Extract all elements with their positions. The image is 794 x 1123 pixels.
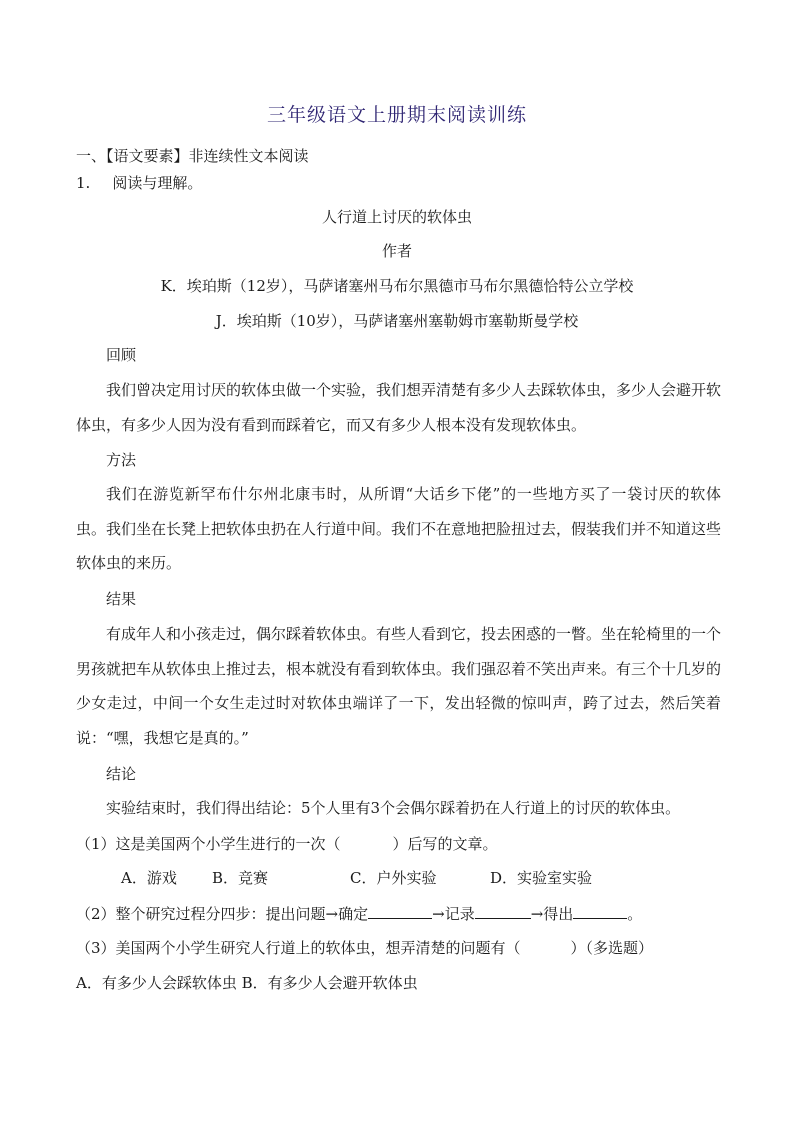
q2-part-1: （2）整个研究过程分四步：提出问题→确定 [76, 905, 369, 923]
heading-method: 方法 [106, 451, 137, 469]
question-1-3 [76, 938, 653, 958]
q2-part-3: →得出 [530, 905, 574, 923]
q3-stem-after: ）（多选题） [570, 939, 654, 957]
q2-blank-2[interactable] [475, 904, 531, 919]
document-title: 三年级语文上册期末阅读训练 [266, 104, 527, 126]
heading-review: 回顾 [106, 346, 137, 364]
q1-stem-before: （1）这是美国两个小学生进行的一次（ [76, 835, 341, 853]
article-author-2: J．埃珀斯（10岁），马萨诸塞州塞勒姆市塞勒斯曼学校 [215, 312, 579, 330]
section-heading: 一、【语文要素】非连续性文本阅读 [76, 147, 309, 165]
q1-option-c: C．户外实验 [350, 869, 437, 887]
heading-result: 结果 [106, 590, 137, 608]
article-title: 人行道上讨厌的软体虫 [321, 208, 472, 226]
question-1-2 [76, 904, 642, 924]
q2-part-4: 。 [627, 905, 643, 923]
question-intro-text: 阅读与理解。 [112, 174, 203, 192]
q1-option-b: B．竞赛 [212, 869, 269, 887]
question-1-1 [76, 834, 498, 854]
q3-stem-before: （3）美国两个小学生研究人行道上的软体虫，想弄清楚的问题有（ [76, 939, 521, 957]
question-number: 1. [76, 174, 91, 192]
heading-conclusion: 结论 [106, 765, 137, 783]
q2-part-2: →记录 [432, 905, 475, 923]
q2-blank-3[interactable] [573, 904, 627, 919]
article-author-label: 作者 [381, 242, 412, 260]
q1-option-d: D．实验室实验 [490, 869, 593, 887]
q1-option-a: A．游戏 [121, 869, 177, 887]
paragraph-conclusion: 实验结束时，我们得出结论：5个人里有3个会偶尔踩着扔在人行道上的讨厌的软体虫。 [106, 799, 681, 817]
paragraph-method: 我们在游览新罕布什尔州北康韦时，从所谓“大话乡下佬”的一些地方买了一袋讨厌的软体虫。我们坐在长凳上把软体虫扔在人行道中间。我们不在意地把脸扭过去，假装我们并不知道这些软体虫的来历。 [76, 485, 722, 572]
q2-blank-1[interactable] [368, 904, 432, 919]
q1-stem-after: ）后写的文章。 [392, 835, 498, 853]
paragraph-review: 我们曾决定用讨厌的软体虫做一个实验，我们想弄清楚有多少人去踩软体虫，多少人会避开软体虫，有多少人因为没有看到而踩着它，而又有多少人根本没有发现软体虫。 [76, 381, 722, 434]
q3-options-line: A．有多少人会踩软体虫 B．有多少人会避开软体虫 [76, 974, 418, 992]
question-1-intro [76, 173, 202, 193]
paragraph-result: 有成年人和小孩走过，偶尔踩着软体虫。有些人看到它，投去困惑的一瞥。坐在轮椅里的一个男孩就把车从软体虫上推过去，根本就没有看到软体虫。我们强忍着不笑出声来。有三个十几岁的少女走过，中间一个女生走过时对软体虫端详了一下，发出轻微的惊叫声，跨了过去，然后笑着说：“嘿，我想它是真的。” [76, 625, 722, 747]
article-author-1: K．埃珀斯（12岁），马萨诸塞州马布尔黑德市马布尔黑德恰特公立学校 [160, 277, 634, 295]
